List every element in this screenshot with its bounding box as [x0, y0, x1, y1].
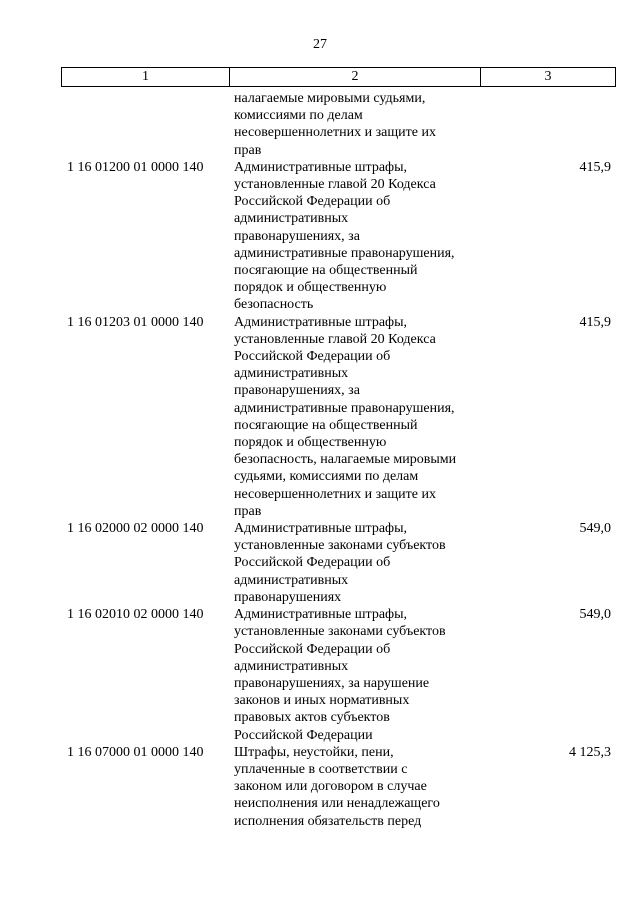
- description-line: прав: [234, 503, 262, 519]
- budget-description: [234, 159, 484, 314]
- description-line: безопасность, налагаемые мировыми: [234, 452, 457, 468]
- table-row: [0, 606, 640, 744]
- description-line: исполнения обязательств перед: [234, 813, 422, 829]
- description-line: неисполнения или ненадлежащего: [234, 796, 440, 812]
- budget-amount: 415,9: [579, 314, 611, 330]
- description-line: установленные законами субъектов: [234, 624, 446, 640]
- page-number: 27: [313, 37, 327, 52]
- description-line: комиссиями по делам: [234, 108, 363, 124]
- budget-description: [234, 314, 484, 520]
- budget-code: 1 16 01200 01 0000 140: [67, 159, 204, 175]
- column-header-1: 1: [62, 68, 230, 87]
- description-line: Административные штрафы,: [234, 314, 408, 330]
- description-line: посягающие на общественный: [234, 263, 418, 279]
- description-line: административные правонарушения,: [234, 245, 455, 261]
- description-line: правовых актов субъектов: [234, 710, 390, 726]
- table-row: [0, 520, 640, 606]
- description-line: порядок и общественную: [234, 280, 387, 296]
- budget-description: [234, 744, 484, 830]
- description-line: уплаченные в соответствии с: [234, 761, 408, 777]
- description-line: административных: [234, 211, 349, 227]
- description-line: судьями, комиссиями по делам: [234, 469, 419, 485]
- description-line: налагаемые мировыми судьями,: [234, 91, 426, 106]
- description-line: Российской Федерации: [234, 727, 373, 743]
- description-line: Административные штрафы,: [234, 159, 408, 175]
- budget-description: [234, 606, 484, 744]
- description-line: административных: [234, 366, 349, 382]
- description-line: Российской Федерации об: [234, 555, 391, 571]
- description-line: законов и иных нормативных: [234, 693, 410, 709]
- description-line: прав: [234, 142, 262, 158]
- budget-code: 1 16 01203 01 0000 140: [67, 314, 204, 330]
- budget-amount: 415,9: [579, 159, 611, 175]
- description-line: установленные главой 20 Кодекса: [234, 177, 436, 193]
- budget-code: 1 16 02000 02 0000 140: [67, 521, 204, 537]
- description-line: Административные штрафы,: [234, 607, 408, 623]
- budget-amount: 4 125,3: [569, 744, 611, 760]
- budget-code: 1 16 07000 01 0000 140: [67, 744, 204, 760]
- description-line: правонарушениях, за: [234, 228, 360, 244]
- description-line: установленные законами субъектов: [234, 538, 446, 554]
- column-header-3: 3: [481, 68, 616, 87]
- description-line: административные правонарушения,: [234, 400, 455, 416]
- table-row: [0, 159, 640, 314]
- description-line: правонарушениях, за нарушение: [234, 675, 430, 691]
- budget-code: 1 16 02010 02 0000 140: [67, 607, 204, 623]
- budget-description: [234, 520, 484, 606]
- description-line: административных: [234, 658, 349, 674]
- table-row: [0, 744, 640, 830]
- column-header-2: 2: [230, 68, 481, 87]
- table-row: [0, 90, 640, 159]
- budget-amount: 549,0: [579, 607, 611, 623]
- column-header-table: [61, 67, 616, 87]
- description-line: административных: [234, 572, 349, 588]
- description-line: правонарушениях: [234, 589, 342, 605]
- budget-rows: [0, 90, 640, 830]
- description-line: правонарушениях, за: [234, 383, 360, 399]
- description-line: несовершеннолетних и защите их: [234, 125, 436, 141]
- description-line: безопасность: [234, 297, 314, 313]
- column-header-row: [62, 68, 616, 87]
- budget-description: [234, 90, 484, 159]
- description-line: Российской Федерации об: [234, 194, 391, 210]
- description-line: Российской Федерации об: [234, 349, 391, 365]
- description-line: законом или договором в случае: [234, 779, 427, 795]
- description-line: несовершеннолетних и защите их: [234, 486, 436, 502]
- description-line: Штрафы, неустойки, пени,: [234, 744, 394, 760]
- description-line: посягающие на общественный: [234, 417, 418, 433]
- budget-amount: 549,0: [579, 521, 611, 537]
- description-line: установленные главой 20 Кодекса: [234, 331, 436, 347]
- description-line: Административные штрафы,: [234, 521, 408, 537]
- description-line: порядок и общественную: [234, 435, 387, 451]
- table-row: [0, 314, 640, 520]
- description-line: Российской Федерации об: [234, 641, 391, 657]
